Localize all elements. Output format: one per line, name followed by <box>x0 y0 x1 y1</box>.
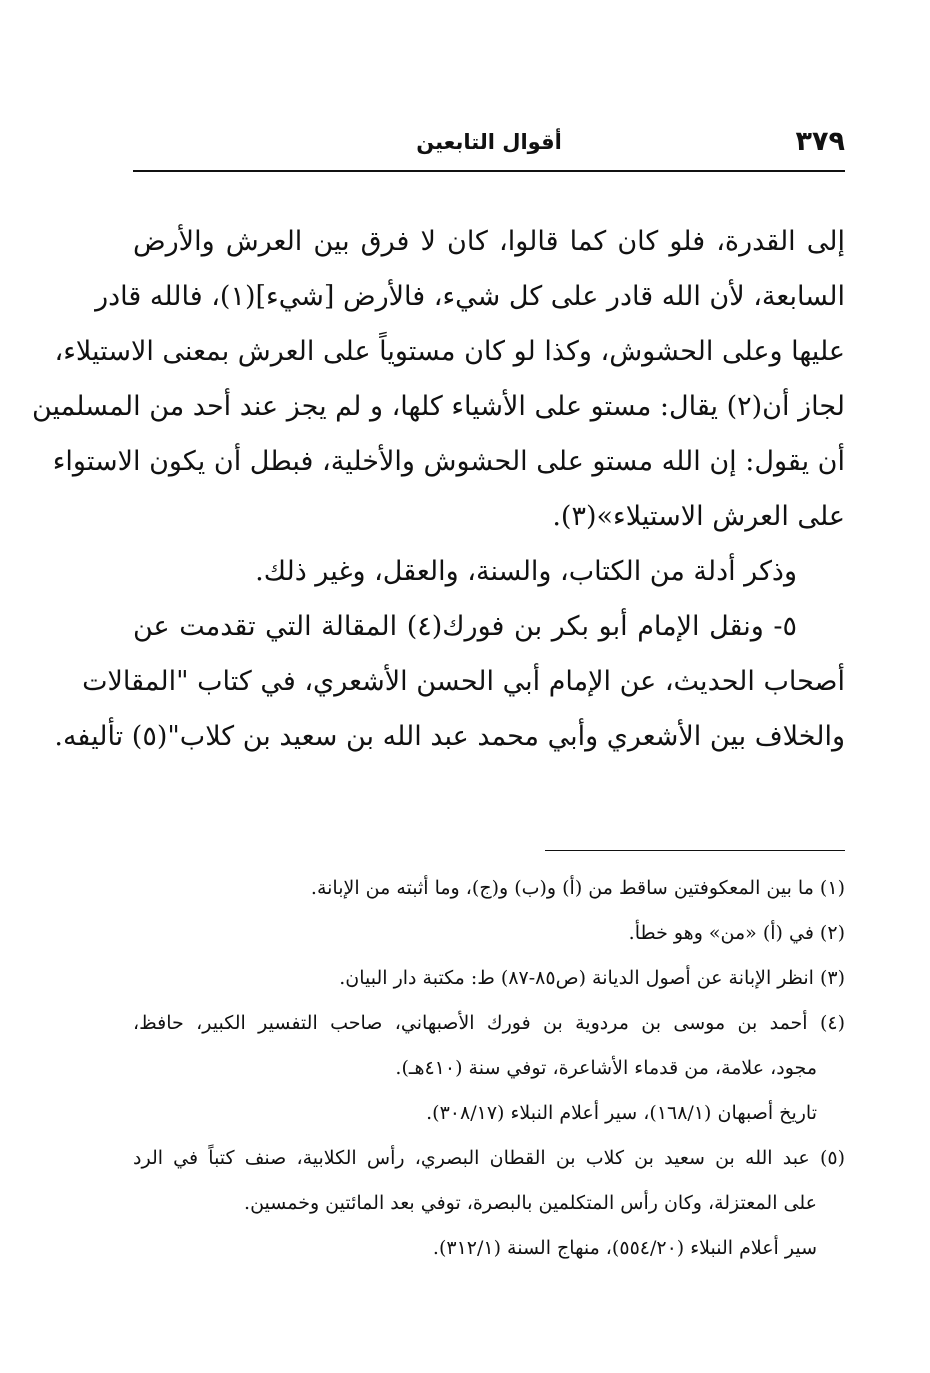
text-line: عليها وعلى الحشوش، وكذا لو كان مستوياً على العرش بمعنى الاستيلاء، <box>54 336 845 367</box>
footnote-line: مجود، علامة، من قدماء الأشاعرة، توفي سنة (٤١٠هـ). <box>395 1057 817 1079</box>
page-header <box>133 122 845 168</box>
footnote-rule <box>545 850 845 851</box>
text-line: والخلاف بين الأشعري وأبي محمد عبد الله بن سعيد بن كلاب"(٥) تأليفه. <box>54 721 845 752</box>
footnote-line: (٢) في (أ) «من» وهو خطأ. <box>628 922 845 944</box>
footnote-line: (٤) أحمد بن موسى بن مردوية بن فورك الأصبهاني، صاحب التفسير الكبير، حافظ، <box>133 1012 845 1034</box>
main-text <box>31 214 845 764</box>
running-title: أقوال التابعين <box>416 130 562 154</box>
footnote-line: (١) ما بين المعكوفتين ساقط من (أ) و(ب) و(ج)، وما أثبته من الإبانة. <box>310 877 845 899</box>
footnote-line: (٥) عبد الله بن سعيد بن كلاب بن القطان البصري، رأس الكلابية، صنف كتباً في الرد <box>133 1147 845 1169</box>
text-line: لجاز أن(٢) يقال: مستو على الأشياء كلها، و لم يجز عند أحد من المسلمين <box>31 391 845 422</box>
text-line: السابعة، لأن الله قادر على كل شيء، فالأرض [شيء](١)، فالله قادر <box>95 281 845 312</box>
page-number: ٣٧٩ <box>795 126 845 157</box>
header-rule <box>133 170 845 172</box>
text-line: أصحاب الحديث، عن الإمام أبي الحسن الأشعري، في كتاب "المقالات <box>82 666 845 697</box>
footnotes <box>133 866 845 1271</box>
text-line: على العرش الاستيلاء»(٣). <box>552 501 845 532</box>
footnote-line: سير أعلام النبلاء (٥٥٤/٢٠)، منهاج السنة (٣١٢/١). <box>432 1237 817 1259</box>
footnote-line: على المعتزلة، وكان رأس المتكلمين بالبصرة، توفي بعد المائتين وخمسين. <box>244 1192 817 1214</box>
footnote-line: تاريخ أصبهان (١٦٨/١)، سير أعلام النبلاء (٣٠٨/١٧). <box>426 1102 817 1124</box>
text-line: أن يقول: إن الله مستو على الحشوش والأخلية، فبطل أن يكون الاستواء <box>52 446 845 477</box>
text-line: ٥- ونقل الإمام أبو بكر بن فورك(٤) المقالة التي تقدمت عن <box>133 611 797 642</box>
footnote-line: (٣) انظر الإبانة عن أصول الديانة (ص٨٥-٨٧) ط: مكتبة دار البيان. <box>339 967 845 989</box>
text-line: إلى القدرة، فلو كان كما قالوا، كان لا فرق بين العرش والأرض <box>133 226 845 257</box>
text-line: وذكر أدلة من الكتاب، والسنة، والعقل، وغير ذلك. <box>255 556 797 587</box>
